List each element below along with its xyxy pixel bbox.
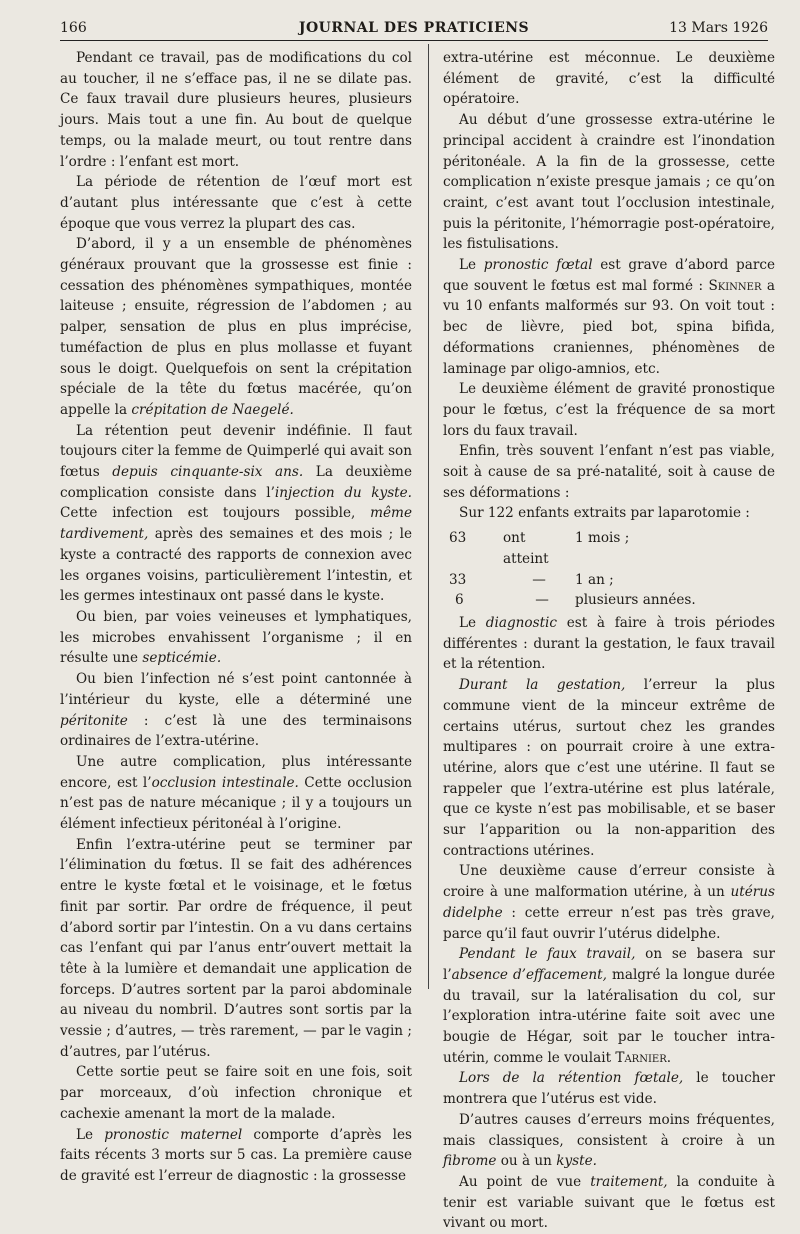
italic-term: péritonite: [60, 712, 128, 729]
italic-term: Durant la gestation,: [459, 677, 626, 694]
paragraph: Pendant ce travail, pas de modifications du col au toucher, il ne s’efface pas, il ne se dilate pas. Ce faux travail dure plusieurs heures, plusieurs jours. Mais tout a une fin. Au bout de quelque temps, ou la malade meurt, ou tout rentre dans l’ordre : l’enfant est mort.: [60, 50, 412, 170]
right-column: [443, 48, 775, 1234]
italic-term: absence d’effacement,: [451, 966, 607, 983]
page-number: 166: [60, 20, 87, 36]
italic-term: même tardivement,: [60, 505, 412, 543]
journal-title: JOURNAL DES PRATICIENS: [298, 20, 530, 36]
paragraph: D’autres causes d’erreurs moins fréquentes, mais classiques, consistent à croire à un fibrome ou à un kyste.: [443, 1111, 775, 1170]
paragraph: Le diagnostic est à faire à trois périodes différentes : durant la gestation, le faux travail et la rétention.: [443, 614, 775, 673]
paragraph: Le pronostic maternel comporte d’après les faits récents 3 morts sur 5 cas. La première cause de gravité est l’erreur de diagnostic : la grossesse: [60, 1126, 412, 1184]
paragraph: Cette sortie peut se faire soit en une fois, soit par morceaux, d’où infection chronique et cachexie amenant la mort de la malade.: [60, 1064, 412, 1122]
issue-date: 13 Mars 1926: [669, 20, 768, 36]
paragraph: La rétention peut devenir indéfinie. Il faut toujours citer la femme de Quimperlé qui avait son fœtus depuis cinquante-six ans. La deuxième complication consiste dans l’injection du kyste. Cette infection est toujours possible, même tardivement, après des semaines et des mois ; le kyste a contracté des rapports de connexion avec les organes voisins, particulièrement l’intestin, et les germes intestinaux ont passé dans le kyste.: [60, 422, 412, 605]
paragraph: Au début d’une grossesse extra-utérine le principal accident à craindre est l’inondation péritonéale. A la fin de la grossesse, cette complication n’existe presque jamais ; ce qu’on craint, c’est avant tout l’occlusion intestinale, puis la péritonite, l’hémorragie post-opératoire, les fistulisations.: [443, 112, 775, 253]
paragraph: Le pronostic fœtal est grave d’abord parce que souvent le fœtus est mal formé : Skinner a vu 10 enfants malformés sur 93. On voit tout : bec de lièvre, pied bot, spina bifida, déformations craniennes, phénomènes de laminage par oligo-amnios, etc.: [443, 257, 775, 377]
author-name: Skinner: [708, 277, 762, 294]
italic-term: depuis cinquante-six ans.: [112, 464, 304, 481]
paragraph: Une deuxième cause d’erreur consiste à croire à une malformation utérine, à un utérus didelphe : cette erreur n’est pas très grave, parce qu’il faut ouvrir l’utérus didelphe.: [443, 863, 775, 942]
left-column: [60, 48, 412, 1187]
paragraph: Enfin, très souvent l’enfant n’est pas viable, soit à cause de sa pré-natalité, soit à cause de ses déformations :: [443, 443, 775, 501]
italic-term: septicémie.: [142, 650, 222, 667]
italic-term: Lors de la rétention fœtale,: [459, 1070, 684, 1087]
italic-term: fibrome: [443, 1153, 497, 1170]
paragraph: D’abord, il y a un ensemble de phénomènes généraux prouvant que la grossesse est finie : cessation des phénomènes sympathiques, montée laiteuse ; ensuite, régression de l’abdomen ; au palper, sensation de plus en plus imprécise, tuméfaction de plus en plus mollasse et fuyant sous le doigt. Quelquefois on sent la crépitation spéciale de la tête du fœtus macérée, qu’on appelle la crépitation de Naegelé.: [60, 236, 412, 418]
paragraph: Pendant le faux travail, on se basera sur l’absence d’effacement, malgré la longue durée du travail, sur la latéralisation du col, sur l’exploration intra-utérine faite soit avec une bougie de Hégar, soit par le toucher intra-utérin, comme le voulait Tarnier.: [443, 946, 775, 1066]
author-name: Tarnier.: [615, 1049, 672, 1066]
paragraph: Ou bien, par voies veineuses et lymphatiques, les microbes envahissent l’organisme ; il en résulte une septicémie.: [60, 608, 412, 667]
stats-row: 33 — 1 an ;: [449, 571, 614, 588]
column-divider: [428, 44, 429, 989]
stats-row: 6 — plusieurs années.: [455, 592, 696, 609]
italic-term: occlusion intestinale.: [151, 774, 299, 791]
italic-term: traitement,: [590, 1173, 668, 1190]
italic-term: crépitation de Naegelé.: [131, 401, 294, 418]
page-header: [60, 18, 768, 41]
italic-term: diagnostic: [485, 614, 557, 631]
paragraph: Ou bien l’infection né s’est point cantonnée à l’intérieur du kyste, elle a déterminé une péritonite : c’est là une des terminaisons ordinaires de l’extra-utérine.: [60, 671, 412, 750]
paragraph: Le deuxième élément de gravité pronostique pour le fœtus, c’est la fréquence de sa mort lors du faux travail.: [443, 381, 775, 439]
paragraph: Lors de la rétention fœtale, le toucher montrera que l’utérus est vide.: [443, 1070, 775, 1108]
paragraph: Sur 122 enfants extraits par laparotomie :: [459, 505, 750, 522]
italic-term: kyste.: [556, 1153, 597, 1170]
italic-term: injection du kyste.: [274, 484, 412, 501]
italic-term: pronostic fœtal: [483, 257, 593, 274]
survival-stats: [443, 528, 775, 611]
italic-term: utérus didelphe: [443, 884, 775, 921]
paragraph: extra-utérine est méconnue. Le deuxième élément de gravité, c’est la difficulté opératoire.: [443, 50, 775, 108]
italic-term: Pendant le faux travail,: [459, 946, 636, 963]
paragraph: Enfin l’extra-utérine peut se terminer par l’élimination du fœtus. Il se fait des adhérences entre le kyste fœtal et le voisinage, et le fœtus finit par sortir. Par ordre de fréquence, il peut d’abord sortir par l’intestin. On a vu dans certains cas l’enfant qui par l’anus entr’ouvert mettait la tête à la lumière et demandait une application de forceps. D’autres sortent par la paroi abdominale au niveau du nombril. D’autres sont sortis par la vessie ; d’autres, — très rarement, — par le vagin ; d’autres, par l’utérus.: [60, 836, 412, 1060]
paragraph: La période de rétention de l’œuf mort est d’autant plus intéressante que c’est à cette époque que vous verrez la plupart des cas.: [60, 174, 412, 232]
stats-row: 63 ont atteint 1 mois ;: [449, 530, 630, 567]
paragraph: Une autre complication, plus intéressante encore, est l’occlusion intestinale. Cette occlusion n’est pas de nature mécanique ; il y a toujours un élément infectieux péritonéal à l’origine.: [60, 753, 412, 833]
paragraph: Durant la gestation, l’erreur la plus commune vient de la minceur extrême de certains utérus, surtout chez les grandes multipares : on pourrait croire à une extra-utérine, alors que c’est une utérine. Il faut se rappeler que l’extra-utérine est plus latérale, que ce kyste n’est pas mobilisable, et se baser sur l’apparition ou la non-apparition des contractions utérines.: [443, 677, 775, 859]
paragraph: Au point de vue traitement, la conduite à tenir est variable suivant que le fœtus est vivant ou mort.: [443, 1173, 776, 1232]
italic-term: pronostic maternel: [104, 1126, 243, 1143]
